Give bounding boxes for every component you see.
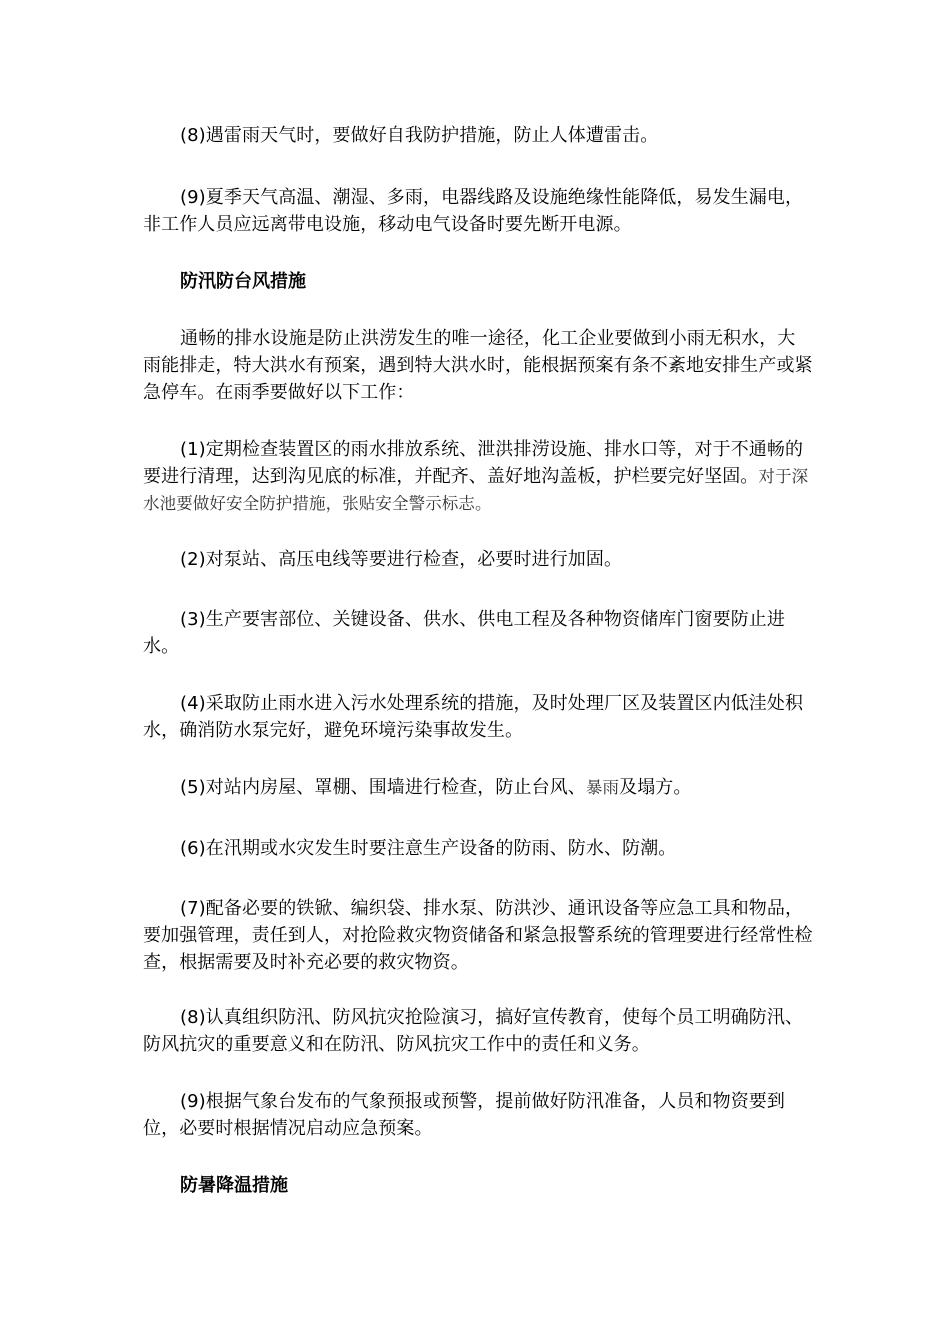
paragraph-lightning-protection: (8)遇雷雨天气时，要做好自我防护措施，防止人体遭雷击。 — [180, 125, 659, 146]
heading-flood-typhoon-measures: 防汛防台风措施 — [180, 271, 306, 292]
paragraph-item-3-waterproofing: (3)生产要害部位、关键设备、供水、供电工程及各种物资储库门窗要防止进水。 — [143, 609, 785, 657]
paragraph-item-5-part-c: 及塌方。 — [619, 777, 692, 798]
paragraph-item-9-weather-warning: (9)根据气象台发布的气象预报或预警，提前做好防汛准备，人员和物资要到位，必要时根据情况启动应急预案。 — [143, 1091, 785, 1139]
paragraph-item-7-emergency-supplies: (7)配备必要的铁锨、编织袋、排水泵、防洪沙、通讯设备等应急工具和物品，要加强管理，责任到人，对抢险救灾物资储备和紧急报警系统的管理要进行经常性检查，根据需要及时补充必要的救灾物资。 — [143, 898, 813, 973]
heading-heatstroke-prevention: 防暑降温措施 — [180, 1175, 288, 1196]
paragraph-item-6-flood-season: (6)在汛期或水灾发生时要注意生产设备的防雨、防水、防潮。 — [180, 838, 677, 859]
paragraph-item-5-part-b: 暴雨 — [585, 778, 620, 797]
paragraph-summer-electrical-safety: (9)夏季天气高温、潮湿、多雨，电器线路及设施绝缘性能降低，易发生漏电，非工作人员应远离带电设施，移动电气设备时要先断开电源。 — [143, 187, 804, 235]
paragraph-item-5-building-inspection — [143, 774, 813, 801]
paragraph-item-1-main-text: (1)定期检查装置区的雨水排放系统、泄洪排涝设施、排水口等，对于不通畅的要进行清理，达到沟见底的标准，并配齐、盖好地沟盖板，护栏要完好坚固。 — [143, 439, 804, 487]
paragraph-drainage-intro: 通畅的排水设施是防止洪涝发生的唯一途径，化工企业要做到小雨无积水，大雨能排走，特大洪水有预案，遇到特大洪水时，能根据预案有条不紊地安排生产或紧急停车。在雨季要做好以下工作： — [143, 328, 813, 403]
paragraph-item-4-sewage-system: (4)采取防止雨水进入污水处理系统的措施，及时处理厂区及装置区内低洼处积水，确消防水泵完好，避免环境污染事故发生。 — [143, 693, 804, 741]
paragraph-item-1-drainage-inspection — [143, 436, 813, 517]
paragraph-item-8-drills-education: (8)认真组织防汛、防风抗灾抢险演习，搞好宣传教育，使每个员工明确防汛、防风抗灾的重要意义和在防汛、防风抗灾工作中的责任和义务。 — [143, 1007, 804, 1055]
paragraph-item-5-part-a: (5)对站内房屋、罩棚、围墙进行检查，防止台风、 — [180, 777, 586, 798]
paragraph-item-2-pump-station: (2)对泵站、高压电线等要进行检查，必要时进行加固。 — [180, 549, 623, 570]
paragraph-item-1-tail-text: 对于深水池要做好安全防护措施，张贴安全警示标志。 — [143, 467, 809, 513]
